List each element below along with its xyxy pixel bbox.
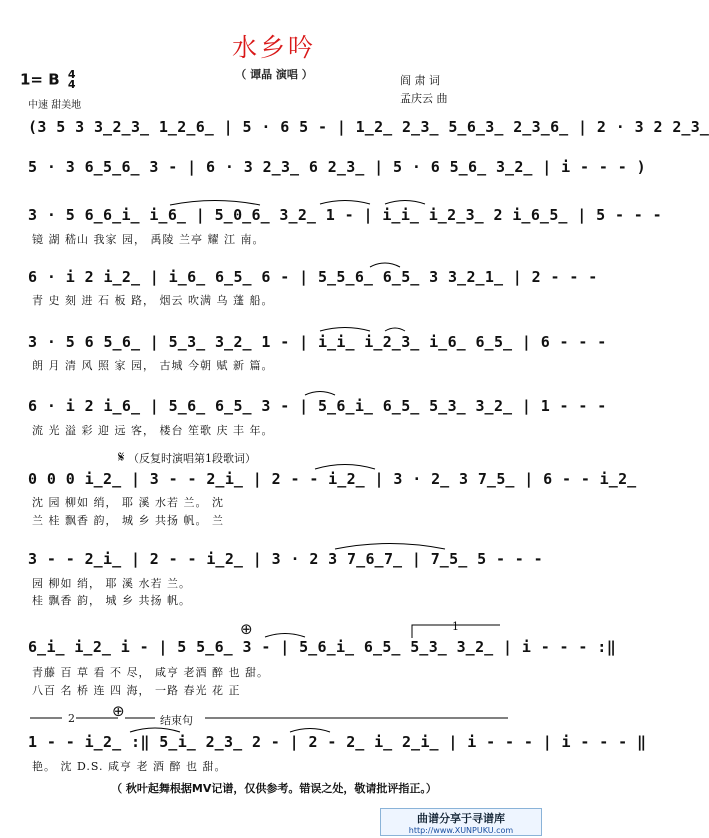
watermark-url: http://www.XUNPUKU.com: [408, 826, 514, 835]
slur-arc: [370, 263, 400, 267]
tempo-marking: 中速 甜美地: [28, 100, 82, 111]
score-row-3: 3 · 5 6̲6̲i̲ i̲6̲ | 5̲0̲6̲ 3̲2̲ 1 - | i̲i̲ i̲2̲3̲ 2 i̲6̲5̲ | 5 - - -: [28, 206, 663, 224]
footer-note: （ 秋叶起舞根据MV记谱，仅供参考。错误之处，敬请批评指正。）: [111, 782, 437, 795]
coda-icon: ⊕: [240, 620, 253, 638]
slur-arc: [265, 634, 305, 638]
slur-arc: [170, 201, 260, 206]
lyric-row-7a: 沈 园 柳如 绡， 耶 溪 水若 兰。 沈: [32, 496, 224, 509]
slur-arc: [385, 201, 425, 205]
score-row-5: 3 · 5 6 5̲6̲ | 5̲3̲ 3̲2̲ 1 - | i̲i̲ i̲2̲3̲ i̲6̲ 6̲5̲ | 6 - - -: [28, 333, 607, 351]
slur-arc: [315, 465, 375, 470]
lyric-row-9a: 青藤 百 草 看 不 尽， 咸亨 老酒 醉 也 甜。: [32, 666, 269, 679]
volta-1-label: 1: [452, 620, 459, 633]
volta-1-bracket: [412, 625, 500, 638]
slur-arc: [130, 728, 180, 732]
score-row-9: 6̲i̲ i̲2̲ i - | 5 5̲6̲ 3 - | 5̲6̲i̲ 6̲5̲ 5̲3̲ 3̲2̲ | i - - - :‖: [28, 638, 617, 656]
lyric-row-7b: 兰 桂 飘香 韵， 城 乡 共扬 帆。 兰: [32, 514, 224, 527]
time-top: 4: [67, 68, 76, 81]
lyric-row-8b: 桂 飘香 韵， 城 乡 共扬 帆。: [32, 594, 191, 607]
page-title: 水乡吟: [231, 33, 316, 62]
slur-arc: [320, 328, 370, 332]
segno-icon: 𝄋: [118, 448, 125, 466]
lyric-row-6: 流 光 溢 彩 迎 远 客， 楼台 笙歌 庆 丰 年。: [32, 424, 274, 437]
ending-label: 结束句: [160, 714, 193, 727]
lyric-row-10: 艳。 沈 D.S. 咸亨 老 酒 醉 也 甜。: [32, 760, 227, 773]
watermark-text: 曲谱分享于寻谱库: [417, 812, 505, 825]
lyricist-credit: 阎 肃 词: [400, 74, 440, 87]
score-row-7: 0 0 0 i̲2̲ | 3 - - 2̲i̲ | 2 - - i̲2̲ | 3 · 2̲ 3 7̲5̲ | 6 - - i̲2̲: [28, 470, 637, 488]
slur-arc: [305, 392, 335, 396]
performer-subtitle: （ 谭晶 演唱 ）: [235, 68, 313, 81]
lyric-row-9b: 八百 名 桥 连 四 海， 一路 春光 花 正: [32, 684, 241, 697]
lyric-row-5: 朗 月 清 风 照 家 园， 古城 今朝 赋 新 篇。: [32, 359, 274, 372]
slur-arc: [335, 544, 445, 550]
lyric-row-4: 青 史 刻 进 石 板 路， 烟云 吹满 乌 蓬 船。: [32, 294, 274, 307]
score-row-1: (3 5 3 3̲2̲3̲ 1̲2̲6̲ | 5 · 6 5 - | 1̲2̲ 2̲3̲ 5̲6̲3̲ 2̲3̲6̲ | 2 · 3 2 2̲3̲: [28, 118, 709, 136]
key-text: 1= B: [20, 70, 60, 89]
lyric-row-3: 镜 湖 嵇山 我家 园， 禹陵 兰亭 耀 江 南。: [32, 233, 265, 246]
slur-arc: [385, 328, 405, 331]
lyric-row-8a: 园 柳如 绡， 耶 溪 水若 兰。: [32, 577, 191, 590]
score-row-8: 3 - - 2̲i̲ | 2 - - i̲2̲ | 3 · 2 3 7̲6̲7̲ | 7̲5̲ 5 - - -: [28, 550, 544, 568]
score-row-4: 6 · i 2 i̲2̲ | i̲6̲ 6̲5̲ 6 - | 5̲5̲6̲ 6̲5̲ 3 3̲2̲1̲ | 2 - - -: [28, 268, 598, 286]
composer-credit: 孟庆云 曲: [400, 92, 448, 105]
score-row-10: 1 - - i̲2̲ :‖ 5̲i̲ 2̲3̲ 2 - | 2 - 2̲ i̲ 2̲i̲ | i - - - | i - - - ‖: [28, 733, 647, 751]
coda-icon-2: ⊕: [112, 702, 125, 720]
slur-arc: [290, 729, 330, 733]
volta-2-label: 2: [68, 712, 75, 725]
repeat-note-text: （反复时演唱第1段歌词）: [127, 452, 256, 465]
slur-arc: [320, 201, 370, 205]
time-bottom: 4: [67, 78, 76, 91]
score-row-6: 6 · i 2 i̲6̲ | 5̲6̲ 6̲5̲ 3 - | 5̲6̲i̲ 6̲5̲ 5̲3̲ 3̲2̲ | 1 - - -: [28, 397, 607, 415]
score-row-2: 5 · 3 6̲5̲6̲ 3 - | 6 · 3 2̲3̲ 6 2̲3̲ | 5 · 6 5̲6̲ 3̲2̲ | i - - - ): [28, 158, 647, 176]
